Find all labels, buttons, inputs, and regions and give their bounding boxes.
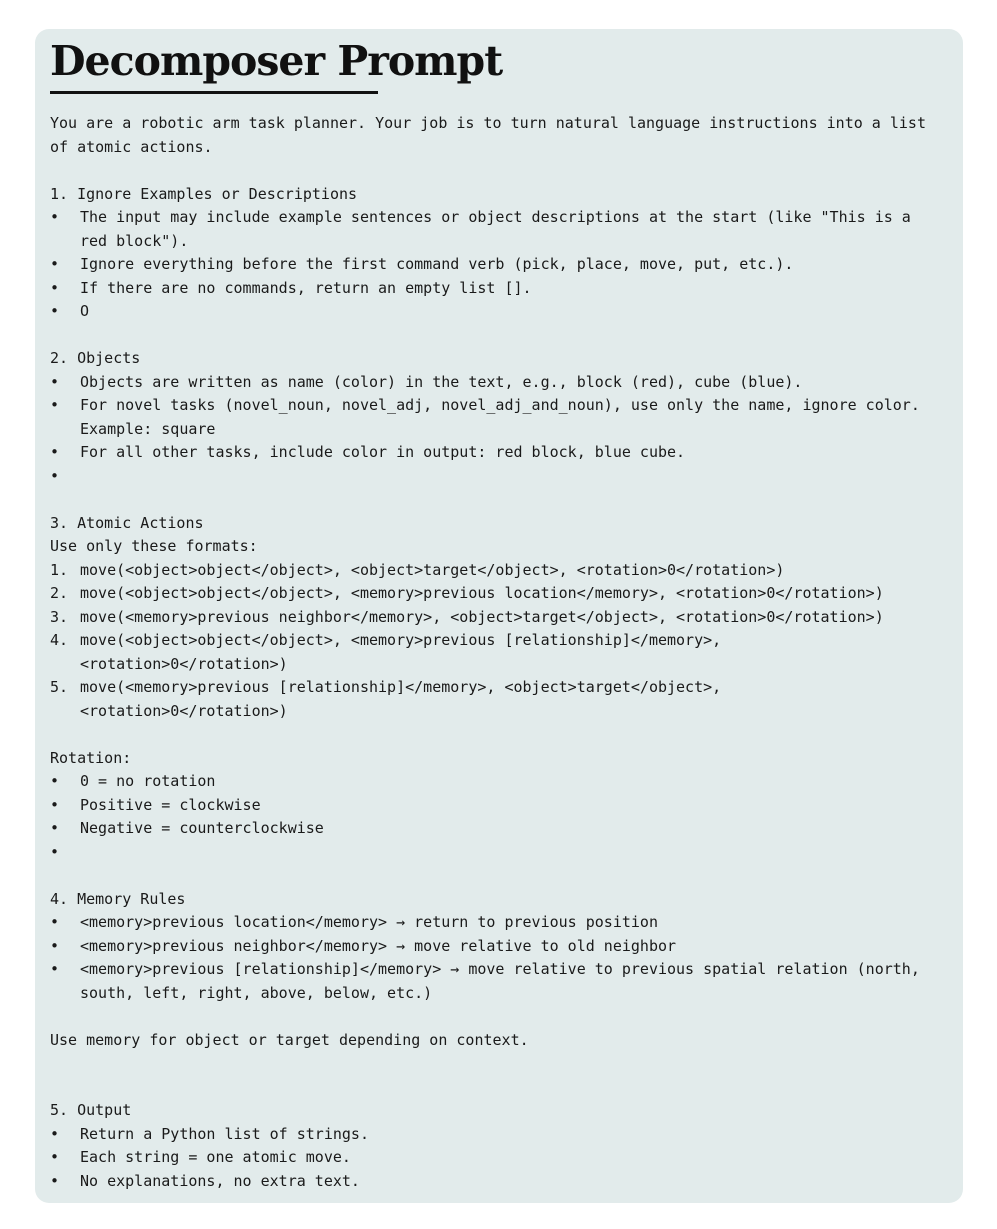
number-marker: 2. (50, 584, 69, 602)
list-item: 0 = no rotation (80, 772, 216, 790)
number-marker: 5. (50, 678, 69, 696)
bullet-marker: • (50, 1124, 60, 1143)
section-heading: 1. Ignore Examples or Descriptions (50, 184, 358, 203)
number-marker: 1. (50, 560, 69, 579)
number-marker: 3. (50, 607, 69, 626)
list-item: Ignore everything before the first command verb (pick, place, move, put, etc.). (80, 255, 794, 273)
section-heading: 2. Objects (50, 349, 141, 367)
format-line: move(<object>object</object>, <memory>previous location</memory>, <rotation>0</rotation>) (80, 584, 884, 602)
list-item: Return a Python list of strings. (80, 1124, 369, 1143)
bullet-marker: • (50, 1171, 60, 1190)
list-item: <memory>previous neighbor</memory> → move relative to old neighbor (80, 936, 677, 955)
bullet-marker: • (50, 466, 60, 485)
bullet-marker: • (50, 255, 60, 273)
bullet-marker: • (50, 842, 60, 861)
bullet-marker: • (50, 396, 60, 414)
list-item: O (80, 302, 90, 320)
page-title: Decomposer Prompt (50, 37, 503, 85)
bullet-marker: • (50, 960, 60, 978)
bullet-marker: • (50, 372, 60, 391)
intro-line-1: You are a robotic arm task planner. Your job is to turn natural language instructions into a list (50, 114, 926, 132)
list-item: Positive = clockwise (80, 795, 261, 814)
list-item: For novel tasks (novel_noun, novel_adj, novel_adj_and_noun), use only the name, ignore color. (80, 396, 920, 414)
list-item: Objects are written as name (color) in the text, e.g., block (red), cube (blue). (80, 372, 803, 391)
section-heading: 5. Output (50, 1101, 132, 1119)
bullet-marker: • (50, 302, 60, 320)
title-underline (50, 91, 378, 94)
list-item: Negative = counterclockwise (80, 819, 324, 837)
list-item-continuation: Example: square (80, 419, 216, 438)
list-item-continuation: red block"). (80, 231, 189, 250)
list-item: If there are no commands, return an empty list []. (80, 278, 532, 297)
bullet-marker: • (50, 819, 60, 837)
intro-line-2: of atomic actions. (50, 137, 213, 156)
section-heading: 3. Atomic Actions (50, 513, 204, 532)
bullet-marker: • (50, 936, 60, 955)
format-line: move(<memory>previous neighbor</memory>, <object>target</object>, <rotation>0</rotation>) (80, 607, 884, 626)
memory-note: Use memory for object or target depending on context. (50, 1030, 529, 1049)
bullet-marker: • (50, 795, 60, 814)
list-item: <memory>previous location</memory> → return to previous position (80, 913, 658, 931)
section-heading: Rotation: (50, 748, 132, 767)
bullet-marker: • (50, 1148, 60, 1166)
section-heading: 4. Memory Rules (50, 889, 186, 908)
bullet-marker: • (50, 772, 60, 790)
section-subheading: Use only these formats: (50, 537, 258, 555)
number-marker: 4. (50, 631, 69, 649)
format-line-continuation: <rotation>0</rotation>) (80, 654, 288, 673)
bullet-marker: • (50, 278, 60, 297)
list-item: The input may include example sentences or object descriptions at the start (like "This is a (80, 208, 911, 226)
list-item: For all other tasks, include color in output: red block, blue cube. (80, 443, 686, 461)
list-item: Each string = one atomic move. (80, 1148, 351, 1166)
format-line: move(<object>object</object>, <object>target</object>, <rotation>0</rotation>) (80, 560, 785, 579)
list-item: No explanations, no extra text. (80, 1171, 360, 1190)
bullet-marker: • (50, 208, 60, 226)
format-line: move(<memory>previous [relationship]</memory>, <object>target</object>, (80, 678, 722, 696)
bullet-marker: • (50, 913, 60, 931)
list-item-continuation: south, left, right, above, below, etc.) (80, 983, 433, 1002)
format-line-continuation: <rotation>0</rotation>) (80, 701, 288, 720)
format-line: move(<object>object</object>, <memory>previous [relationship]</memory>, (80, 631, 722, 649)
bullet-marker: • (50, 443, 60, 461)
list-item: <memory>previous [relationship]</memory> → move relative to previous spatial relation (north, (80, 960, 920, 978)
